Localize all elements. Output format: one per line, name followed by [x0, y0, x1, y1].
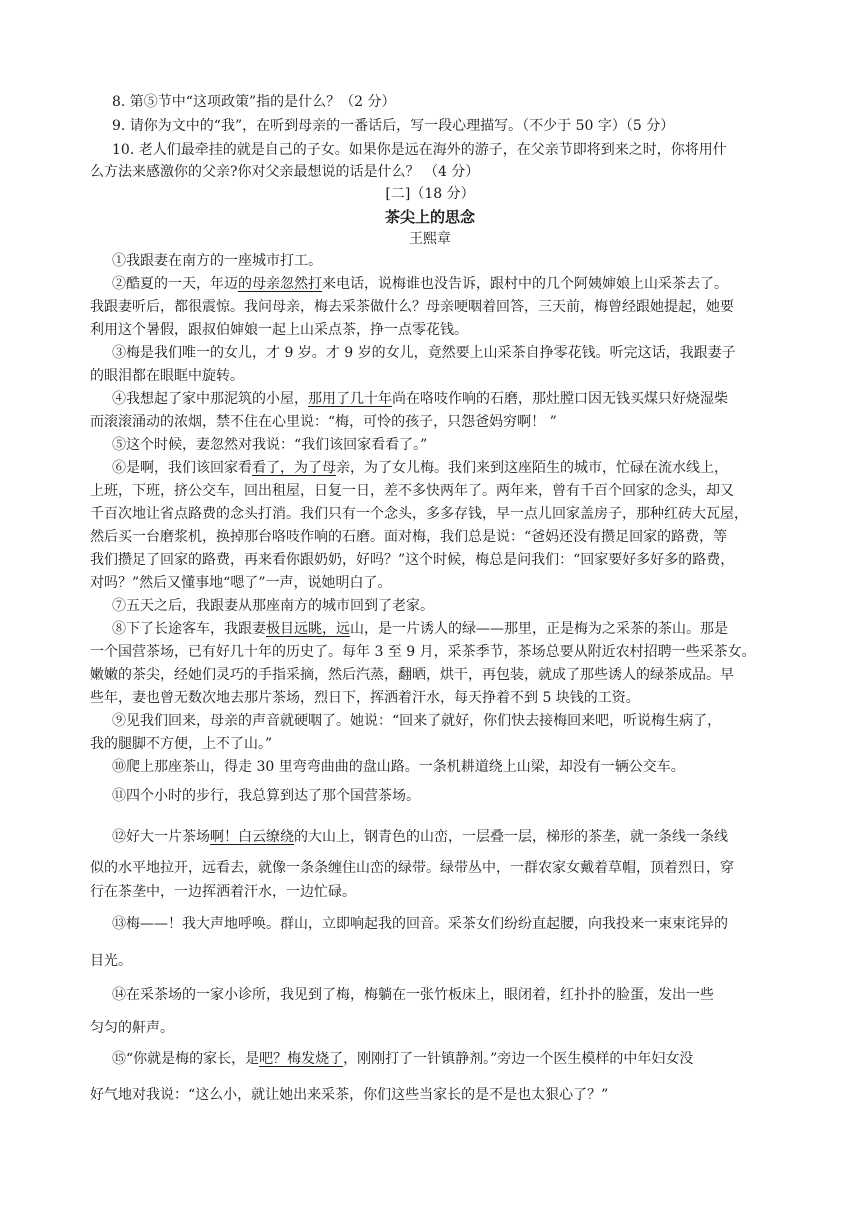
underlined-phrase: 看了，为了母	[252, 460, 336, 476]
paragraph-2-line-3: 利用这个暑假，跟叔伯婶娘一起上山采点茶，挣一点零花钱。	[90, 322, 468, 338]
paragraph-6-line-5: 我们攒足了回家的路费，再来看你跟奶奶，好吗？”这个时候，梅总是问我们：“回家要好多好多的路费，	[90, 552, 735, 568]
paragraph-8-line-2: 一个国营茶场，已有好几十年的历史了。每年 3 至 9 月，采茶季节，茶场总要从附近农村招聘一些采茶女。	[90, 644, 756, 660]
underlined-phrase: 吧？梅发烧了	[259, 1051, 344, 1067]
paragraph-7: ⑦五天之后，我跟妻从那座南方的城市回到了老家。	[112, 598, 434, 614]
article-title: 茶尖上的思念	[384, 208, 475, 226]
paragraph-1: ①我跟妻在南方的一座城市打工。	[112, 253, 322, 269]
paragraph-11: ⑪四个小时的步行，我总算到达了那个国营茶场。	[112, 788, 420, 804]
question-10-line-1: 10. 老人们最牵挂的就是自己的子女。如果你是远在海外的游子，在父亲节即将到来之时，你将用什	[112, 142, 727, 158]
section-label: [二]（18 分）	[385, 186, 475, 202]
question-10-line-2: 么方法来感激你的父亲?你对父亲最想说的话是什么？ （4 分）	[90, 164, 480, 180]
paragraph-15-line-1: ⑮“你就是梅的家长，是吧？梅发烧了，刚刚打了一针镇静剂。”旁边一个医生模样的中年妇女没	[112, 1051, 694, 1067]
paragraph-4-line-1: ④我想起了家中那泥筑的小屋，那用了几十年尚在咯吱作响的石磨，那灶膛口因无钱买煤只好烧湿柴	[112, 391, 728, 407]
paragraph-2-line-1: ②酷夏的一天，年迈的母亲忽然打来电话，说梅谁也没告诉，跟村中的几个阿姨婶娘上山采茶去了。	[112, 276, 728, 292]
article-author: 王熙章	[409, 231, 451, 247]
paragraph-12-line-3: 行在茶垄中，一边挥洒着汗水，一边忙碌。	[90, 884, 356, 900]
paragraph-6-line-3: 千百次地让省点路费的念头打消。我们只有一个念头，多多存钱，早一点儿回家盖房子，那种红砖大瓦屋，	[90, 506, 748, 522]
paragraph-12-line-2: 似的水平地拉开，远看去，就像一条条缠住山峦的绿带。绿带丛中，一群农家女戴着草帽，顶着烈日，穿	[90, 860, 734, 876]
paragraph-2-line-2: 我跟妻听后，都很震惊。我问母亲，梅去采茶做什么？母亲哽咽着回答，三天前，梅曾经跟她提起，她要	[90, 299, 734, 315]
question-8: 8. 第⑤节中“这项政策”指的是什么？（2 分）	[112, 94, 396, 110]
paragraph-6-line-1: ⑥是啊，我们该回家看看了，为了母亲，为了女儿梅。我们来到这座陌生的城市，忙碌在流水线上，	[112, 460, 728, 476]
paragraph-14-line-1: ⑭在采茶场的一家小诊所，我见到了梅，梅躺在一张竹板床上，眼闭着，红扑扑的脸蛋，发出一些	[112, 987, 714, 1003]
underlined-phrase: 啊！白云缭绕	[210, 829, 294, 845]
question-9: 9. 请你为文中的“我”，在听到母亲的一番话后，写一段心理描写。（不少于 50 字）（5 分）	[112, 118, 675, 134]
paragraph-4-line-2: 而滚滚涌动的浓烟，禁不住在心里说：“梅，可怜的孩子，只怨爸妈穷啊！ ”	[90, 414, 557, 430]
paragraph-9-line-2: 我的腿脚不方便，上不了山。”	[90, 736, 273, 752]
paragraph-8-line-1: ⑧下了长途客车，我跟妻极目远眺，远山，是一片诱人的绿——那里，正是梅为之采茶的茶山。那是	[112, 621, 728, 637]
underlined-phrase: 的母亲忽然打	[238, 276, 322, 292]
paragraph-6-line-2: 上班，下班，挤公交车，回出租屋，日复一日，差不多快两年了。两年来，曾有千百个回家的念头，却又	[90, 483, 734, 499]
paragraph-3-line-2: 的眼泪都在眼眶中旋转。	[90, 368, 244, 384]
paragraph-6-line-4: 然后买一台磨浆机，换掉那台咯吱作响的石磨。面对梅，我们总是说：“爸妈还没有攒足回家的路费，等	[90, 529, 728, 545]
paragraph-6-line-6: 对吗？”然后又懂事地“嗯了”一声，说她明白了。	[90, 575, 392, 591]
underlined-phrase: 那用了几十年	[308, 391, 392, 407]
underlined-phrase: 极目远眺，远	[266, 621, 350, 637]
paragraph-8-line-4: 些年，妻也曾无数次地去那片茶场，烈日下，挥洒着汗水，每天挣着不到 5 块钱的工资。	[90, 690, 640, 706]
paragraph-10: ⑩爬上那座茶山，得走 30 里弯弯曲曲的盘山路。一条机耕道绕上山梁，却没有一辆公交车。	[112, 759, 685, 775]
paragraph-5: ⑤这个时候，妻忽然对我说：“我们该回家看看了。”	[112, 437, 428, 453]
paragraph-8-line-3: 嫩嫩的茶尖，经她们灵巧的手指采摘，然后汽蒸，翻晒，烘干，再包装，就成了那些诱人的绿茶成品。早	[90, 667, 734, 683]
paragraph-13-line-2: 目光。	[90, 953, 132, 969]
paragraph-9-line-1: ⑨见我们回来，母亲的声音就硬咽了。她说：“回来了就好，你们快去接梅回来吧，听说梅生病了，	[112, 713, 722, 729]
paragraph-13-line-1: ⑬梅——！我大声地呼唤。群山，立即响起我的回音。采茶女们纷纷直起腰，向我投来一束束诧异的	[112, 916, 728, 932]
paragraph-14-line-2: 匀匀的鼾声。	[90, 1020, 174, 1036]
paragraph-12-line-1: ⑫好大一片茶场啊！白云缭绕的大山上，钢青色的山峦，一层叠一层，梯形的茶垄，就一条线一条线	[112, 829, 728, 845]
paragraph-3-line-1: ③梅是我们唯一的女儿，才 9 岁。才 9 岁的女儿，竟然要上山采茶自挣零花钱。听完这话，我跟妻子	[112, 345, 736, 361]
paragraph-15-line-2: 好气地对我说：“这么小，就让她出来采茶，你们这些当家长的是不是也太狠心了？”	[90, 1087, 609, 1103]
